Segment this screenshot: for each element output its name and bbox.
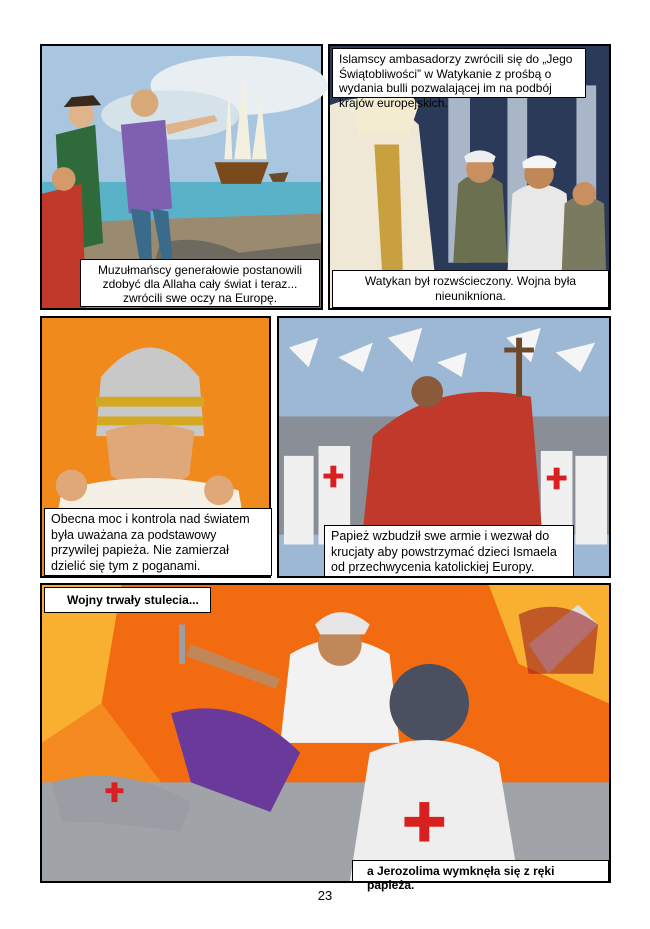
battle-fire-illustration [42, 585, 609, 881]
panel-ship-shore [40, 44, 323, 310]
panel3-caption: Obecna moc i kontrola nad światem była uważana za podstawowy przywilej papieża. Nie zamierzał dzielić się tym z poganami. [44, 508, 272, 576]
panel2-caption-bottom: Watykan był rozwścieczony. Wojna była nieunikniona. [332, 270, 609, 308]
panel5-caption-top: Wojny trwały stulecia... [44, 587, 211, 613]
panel5-caption-bottom: a Jerozolima wymknęła się z ręki papieża. [352, 860, 609, 882]
panel-ambassadors-vatican [328, 44, 611, 310]
panel-crusader-army [277, 316, 611, 578]
panel-battle-fire [40, 583, 611, 892]
panel2-caption-top: Islamscy ambasadorzy zwrócili się do „Jego Świątobliwości” w Watykanie z prośbą o wydania bulli pozwalającej im na podbój krajów europejskich. [332, 48, 586, 98]
panel1-caption: Muzułmańscy generałowie postanowili zdobyć dla Allaha cały świat i teraz... zwrócili swe oczy na Europę. [80, 259, 320, 307]
panel4-caption: Papież wzbudził swe armie i wezwał do krucjaty aby powstrzymać dzieci Ismaela od przechwycenia katolickiej Europy. [324, 525, 574, 577]
page-number: 23 [317, 888, 333, 903]
panel-angry-pope [40, 316, 271, 578]
